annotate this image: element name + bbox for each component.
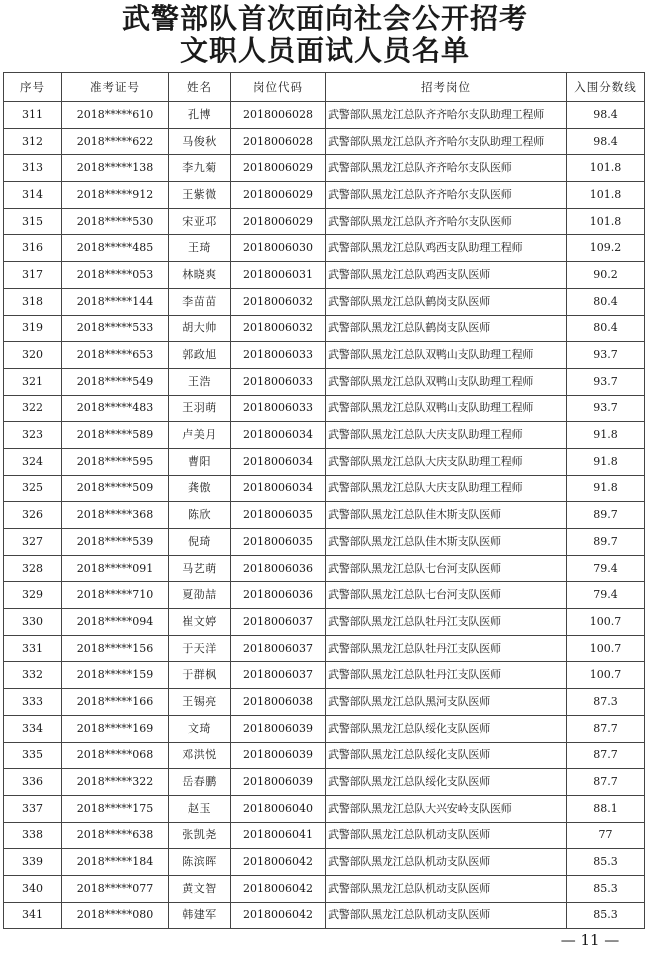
cell-position-code: 2018006041 (231, 822, 326, 849)
cell-position-code: 2018006032 (231, 288, 326, 315)
cell-position: 武警部队黑龙江总队大庆支队助理工程师 (326, 475, 567, 502)
cell-name: 李苗苗 (169, 288, 231, 315)
cell-index: 337 (4, 795, 62, 822)
cell-cutoff-score: 79.4 (567, 555, 645, 582)
cell-cutoff-score: 87.3 (567, 689, 645, 716)
table-row (4, 235, 645, 262)
cell-name: 曹阳 (169, 448, 231, 475)
cell-name: 倪琦 (169, 529, 231, 556)
cell-index: 326 (4, 502, 62, 529)
cell-position-code: 2018006035 (231, 529, 326, 556)
cell-position: 武警部队黑龙江总队大兴安岭支队医师 (326, 795, 567, 822)
cell-name: 马俊秋 (169, 128, 231, 155)
cell-ticket-number: 2018*****622 (62, 128, 169, 155)
cell-name: 邓洪悦 (169, 742, 231, 769)
cell-cutoff-score: 77 (567, 822, 645, 849)
cell-index: 312 (4, 128, 62, 155)
cell-name: 张凯尧 (169, 822, 231, 849)
cell-position-code: 2018006040 (231, 795, 326, 822)
cell-ticket-number: 2018*****368 (62, 502, 169, 529)
cell-position-code: 2018006037 (231, 609, 326, 636)
cell-name: 王琦 (169, 235, 231, 262)
cell-position-code: 2018006034 (231, 448, 326, 475)
table-body (4, 102, 645, 929)
cell-ticket-number: 2018*****053 (62, 262, 169, 289)
cell-position-code: 2018006037 (231, 635, 326, 662)
cell-cutoff-score: 109.2 (567, 235, 645, 262)
cell-index: 341 (4, 902, 62, 929)
cell-name: 郭政旭 (169, 342, 231, 369)
cell-ticket-number: 2018*****638 (62, 822, 169, 849)
cell-index: 321 (4, 368, 62, 395)
cell-index: 319 (4, 315, 62, 342)
column-header-position-code: 岗位代码 (231, 73, 326, 102)
cell-position: 武警部队黑龙江总队大庆支队助理工程师 (326, 448, 567, 475)
cell-index: 333 (4, 689, 62, 716)
page-number: — 11 — (560, 931, 620, 949)
cell-ticket-number: 2018*****159 (62, 662, 169, 689)
cell-name: 孔博 (169, 102, 231, 129)
table-row (4, 288, 645, 315)
cell-ticket-number: 2018*****595 (62, 448, 169, 475)
cell-position-code: 2018006034 (231, 475, 326, 502)
interview-roster-table (3, 72, 645, 929)
cell-index: 315 (4, 208, 62, 235)
cell-index: 332 (4, 662, 62, 689)
cell-position: 武警部队黑龙江总队牡丹江支队医师 (326, 609, 567, 636)
cell-name: 于群枫 (169, 662, 231, 689)
cell-position-code: 2018006039 (231, 742, 326, 769)
cell-position-code: 2018006037 (231, 662, 326, 689)
cell-cutoff-score: 100.7 (567, 609, 645, 636)
table-row (4, 102, 645, 129)
cell-ticket-number: 2018*****483 (62, 395, 169, 422)
cell-position: 武警部队黑龙江总队齐齐哈尔支队医师 (326, 208, 567, 235)
table-header-row (4, 73, 645, 102)
cell-position-code: 2018006034 (231, 422, 326, 449)
cell-index: 314 (4, 182, 62, 209)
cell-ticket-number: 2018*****322 (62, 769, 169, 796)
cell-position-code: 2018006032 (231, 315, 326, 342)
cell-cutoff-score: 80.4 (567, 288, 645, 315)
cell-index: 325 (4, 475, 62, 502)
cell-cutoff-score: 88.1 (567, 795, 645, 822)
column-header-index: 序号 (4, 73, 62, 102)
cell-index: 328 (4, 555, 62, 582)
cell-index: 327 (4, 529, 62, 556)
cell-position-code: 2018006035 (231, 502, 326, 529)
table-row (4, 715, 645, 742)
cell-position-code: 2018006042 (231, 875, 326, 902)
cell-position-code: 2018006028 (231, 128, 326, 155)
table-row (4, 902, 645, 929)
cell-name: 于天洋 (169, 635, 231, 662)
page-subtitle: 文职人员面试人员名单 (179, 34, 470, 67)
cell-name: 王羽萌 (169, 395, 231, 422)
cell-index: 338 (4, 822, 62, 849)
cell-index: 330 (4, 609, 62, 636)
cell-index: 329 (4, 582, 62, 609)
cell-ticket-number: 2018*****091 (62, 555, 169, 582)
cell-ticket-number: 2018*****653 (62, 342, 169, 369)
cell-name: 陈欣 (169, 502, 231, 529)
cell-position: 武警部队黑龙江总队齐齐哈尔支队助理工程师 (326, 128, 567, 155)
table-row (4, 609, 645, 636)
table-row (4, 315, 645, 342)
cell-cutoff-score: 91.8 (567, 448, 645, 475)
cell-position: 武警部队黑龙江总队鸡西支队助理工程师 (326, 235, 567, 262)
table-row (4, 208, 645, 235)
cell-position: 武警部队黑龙江总队双鸭山支队助理工程师 (326, 342, 567, 369)
cell-index: 316 (4, 235, 62, 262)
cell-ticket-number: 2018*****509 (62, 475, 169, 502)
cell-ticket-number: 2018*****169 (62, 715, 169, 742)
cell-cutoff-score: 98.4 (567, 102, 645, 129)
cell-name: 卢美月 (169, 422, 231, 449)
cell-name: 文琦 (169, 715, 231, 742)
cell-index: 317 (4, 262, 62, 289)
cell-position-code: 2018006036 (231, 582, 326, 609)
cell-position-code: 2018006031 (231, 262, 326, 289)
cell-ticket-number: 2018*****138 (62, 155, 169, 182)
column-header-ticket-number: 准考证号 (62, 73, 169, 102)
page-title: 武警部队首次面向社会公开招考 (121, 2, 528, 35)
cell-index: 322 (4, 395, 62, 422)
table-row (4, 502, 645, 529)
cell-position: 武警部队黑龙江总队鹤岗支队医师 (326, 288, 567, 315)
cell-position-code: 2018006039 (231, 769, 326, 796)
cell-index: 334 (4, 715, 62, 742)
table-row (4, 849, 645, 876)
cell-cutoff-score: 101.8 (567, 208, 645, 235)
cell-ticket-number: 2018*****530 (62, 208, 169, 235)
cell-index: 323 (4, 422, 62, 449)
cell-position-code: 2018006042 (231, 849, 326, 876)
cell-index: 336 (4, 769, 62, 796)
table-row (4, 448, 645, 475)
cell-index: 335 (4, 742, 62, 769)
table-row (4, 368, 645, 395)
cell-cutoff-score: 87.7 (567, 715, 645, 742)
cell-cutoff-score: 93.7 (567, 368, 645, 395)
cell-name: 王紫微 (169, 182, 231, 209)
cell-name: 王锡亮 (169, 689, 231, 716)
cell-ticket-number: 2018*****549 (62, 368, 169, 395)
table-row (4, 182, 645, 209)
cell-index: 324 (4, 448, 62, 475)
cell-name: 赵玉 (169, 795, 231, 822)
cell-name: 李九菊 (169, 155, 231, 182)
cell-ticket-number: 2018*****077 (62, 875, 169, 902)
cell-ticket-number: 2018*****080 (62, 902, 169, 929)
cell-position: 武警部队黑龙江总队绥化支队医师 (326, 715, 567, 742)
cell-ticket-number: 2018*****184 (62, 849, 169, 876)
cell-position-code: 2018006029 (231, 182, 326, 209)
cell-cutoff-score: 85.3 (567, 849, 645, 876)
cell-position: 武警部队黑龙江总队机动支队医师 (326, 822, 567, 849)
cell-ticket-number: 2018*****156 (62, 635, 169, 662)
cell-ticket-number: 2018*****533 (62, 315, 169, 342)
table-row (4, 475, 645, 502)
cell-position-code: 2018006033 (231, 368, 326, 395)
cell-position: 武警部队黑龙江总队牡丹江支队医师 (326, 635, 567, 662)
cell-position: 武警部队黑龙江总队鹤岗支队医师 (326, 315, 567, 342)
table-row (4, 342, 645, 369)
cell-position-code: 2018006033 (231, 342, 326, 369)
table-row (4, 529, 645, 556)
cell-name: 宋亚邛 (169, 208, 231, 235)
table-row (4, 582, 645, 609)
cell-ticket-number: 2018*****539 (62, 529, 169, 556)
cell-position-code: 2018006036 (231, 555, 326, 582)
table-row (4, 155, 645, 182)
cell-position-code: 2018006029 (231, 208, 326, 235)
cell-position: 武警部队黑龙江总队佳木斯支队医师 (326, 502, 567, 529)
cell-position-code: 2018006039 (231, 715, 326, 742)
cell-cutoff-score: 85.3 (567, 902, 645, 929)
cell-cutoff-score: 87.7 (567, 769, 645, 796)
cell-position-code: 2018006038 (231, 689, 326, 716)
cell-position: 武警部队黑龙江总队齐齐哈尔支队医师 (326, 155, 567, 182)
cell-cutoff-score: 93.7 (567, 395, 645, 422)
cell-cutoff-score: 80.4 (567, 315, 645, 342)
cell-cutoff-score: 91.8 (567, 475, 645, 502)
table-row (4, 128, 645, 155)
cell-cutoff-score: 93.7 (567, 342, 645, 369)
cell-position-code: 2018006029 (231, 155, 326, 182)
cell-cutoff-score: 87.7 (567, 742, 645, 769)
table-row (4, 689, 645, 716)
cell-ticket-number: 2018*****175 (62, 795, 169, 822)
table-row (4, 795, 645, 822)
cell-index: 340 (4, 875, 62, 902)
cell-ticket-number: 2018*****144 (62, 288, 169, 315)
column-header-position: 招考岗位 (326, 73, 567, 102)
cell-position: 武警部队黑龙江总队鸡西支队医师 (326, 262, 567, 289)
cell-position: 武警部队黑龙江总队双鸭山支队助理工程师 (326, 368, 567, 395)
cell-position: 武警部队黑龙江总队牡丹江支队医师 (326, 662, 567, 689)
cell-name: 崔文婷 (169, 609, 231, 636)
cell-cutoff-score: 79.4 (567, 582, 645, 609)
cell-ticket-number: 2018*****710 (62, 582, 169, 609)
cell-index: 331 (4, 635, 62, 662)
cell-cutoff-score: 85.3 (567, 875, 645, 902)
cell-index: 313 (4, 155, 62, 182)
cell-index: 311 (4, 102, 62, 129)
cell-cutoff-score: 89.7 (567, 529, 645, 556)
cell-index: 320 (4, 342, 62, 369)
table-row (4, 875, 645, 902)
table-row (4, 662, 645, 689)
cell-position: 武警部队黑龙江总队双鸭山支队助理工程师 (326, 395, 567, 422)
cell-name: 韩建军 (169, 902, 231, 929)
cell-ticket-number: 2018*****912 (62, 182, 169, 209)
cell-ticket-number: 2018*****589 (62, 422, 169, 449)
cell-position-code: 2018006030 (231, 235, 326, 262)
cell-cutoff-score: 89.7 (567, 502, 645, 529)
cell-name: 胡大帅 (169, 315, 231, 342)
cell-ticket-number: 2018*****068 (62, 742, 169, 769)
cell-position: 武警部队黑龙江总队机动支队医师 (326, 849, 567, 876)
table-row (4, 422, 645, 449)
cell-cutoff-score: 91.8 (567, 422, 645, 449)
cell-position: 武警部队黑龙江总队齐齐哈尔支队助理工程师 (326, 102, 567, 129)
cell-position: 武警部队黑龙江总队七台河支队医师 (326, 582, 567, 609)
cell-position: 武警部队黑龙江总队机动支队医师 (326, 902, 567, 929)
cell-cutoff-score: 101.8 (567, 182, 645, 209)
cell-index: 318 (4, 288, 62, 315)
table-row (4, 822, 645, 849)
cell-name: 马艺萌 (169, 555, 231, 582)
cell-position: 武警部队黑龙江总队大庆支队助理工程师 (326, 422, 567, 449)
column-header-cutoff-score: 入围分数线 (567, 73, 645, 102)
cell-cutoff-score: 100.7 (567, 635, 645, 662)
cell-cutoff-score: 98.4 (567, 128, 645, 155)
cell-position: 武警部队黑龙江总队机动支队医师 (326, 875, 567, 902)
cell-name: 陈滨晖 (169, 849, 231, 876)
column-header-name: 姓名 (169, 73, 231, 102)
cell-name: 黄文智 (169, 875, 231, 902)
cell-name: 夏劭喆 (169, 582, 231, 609)
cell-cutoff-score: 101.8 (567, 155, 645, 182)
cell-name: 岳春鹏 (169, 769, 231, 796)
cell-ticket-number: 2018*****485 (62, 235, 169, 262)
cell-ticket-number: 2018*****094 (62, 609, 169, 636)
table-row (4, 262, 645, 289)
table-row (4, 395, 645, 422)
cell-position-code: 2018006033 (231, 395, 326, 422)
cell-ticket-number: 2018*****166 (62, 689, 169, 716)
table-row (4, 635, 645, 662)
cell-position: 武警部队黑龙江总队绥化支队医师 (326, 769, 567, 796)
cell-ticket-number: 2018*****610 (62, 102, 169, 129)
cell-index: 339 (4, 849, 62, 876)
cell-name: 林晓爽 (169, 262, 231, 289)
table-row (4, 769, 645, 796)
cell-name: 王浩 (169, 368, 231, 395)
cell-position: 武警部队黑龙江总队七台河支队医师 (326, 555, 567, 582)
cell-position: 武警部队黑龙江总队绥化支队医师 (326, 742, 567, 769)
cell-position: 武警部队黑龙江总队齐齐哈尔支队医师 (326, 182, 567, 209)
cell-position-code: 2018006042 (231, 902, 326, 929)
cell-name: 龚傲 (169, 475, 231, 502)
table-row (4, 555, 645, 582)
cell-position-code: 2018006028 (231, 102, 326, 129)
table-row (4, 742, 645, 769)
cell-position: 武警部队黑龙江总队佳木斯支队医师 (326, 529, 567, 556)
cell-cutoff-score: 100.7 (567, 662, 645, 689)
cell-cutoff-score: 90.2 (567, 262, 645, 289)
cell-position: 武警部队黑龙江总队黑河支队医师 (326, 689, 567, 716)
